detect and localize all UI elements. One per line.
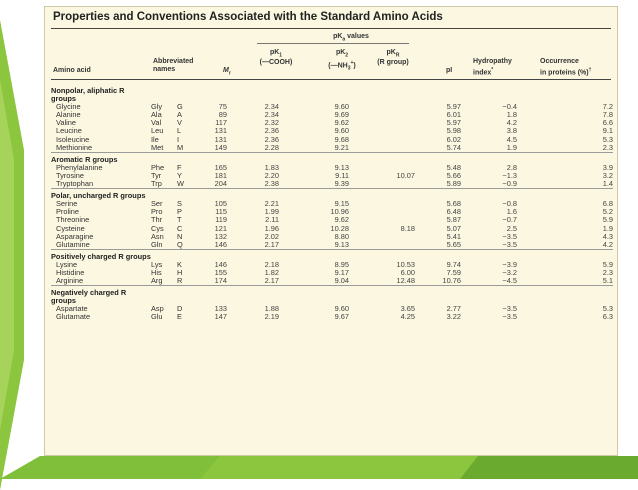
cell-abbr1: H [177,267,183,277]
cell-hydro: −0.4 [502,102,517,112]
cell-mr: 155 [214,267,227,277]
table-title: Properties and Conventions Associated with the Standard Amino Acids [53,11,443,23]
table-row [51,225,613,233]
cell-pk2: 9.15 [334,199,349,209]
cell-hydro: 3.8 [506,126,517,136]
cell-name: Valine [56,118,76,128]
cell-abbr3: Pro [151,207,163,217]
cell-pi: 5.97 [446,118,461,128]
cell-hydro: −3.5 [502,231,517,241]
cell-pi: 2.77 [446,304,461,314]
cell-mr: 174 [214,276,227,286]
table-row [51,119,613,127]
cell-abbr1: K [177,259,182,269]
cell-pk1: 2.34 [264,102,279,112]
cell-pk1: 2.36 [264,126,279,136]
cell-abbr3: Asn [151,231,164,241]
group-name: Positively charged R groups [51,251,151,261]
cell-hydro: −0.7 [502,215,517,225]
cell-name: Serine [56,199,78,209]
cell-pk1: 2.19 [264,312,279,322]
cell-pk2: 9.17 [334,267,349,277]
group-name: Aromatic R groups [51,154,118,164]
group-header-row [51,155,613,164]
cell-abbr3: Asp [151,304,164,314]
cell-hydro: 2.8 [506,162,517,172]
cell-pi: 5.68 [446,199,461,209]
cell-pi: 5.74 [446,142,461,152]
cell-pk2: 9.04 [334,276,349,286]
cell-hydro: 1.6 [506,207,517,217]
cell-pk2: 9.69 [334,110,349,120]
cell-mr: 147 [214,312,227,322]
cell-pkr: 10.07 [396,170,415,180]
cell-mr: 146 [214,259,227,269]
cell-abbr3: Phe [151,162,165,172]
cell-abbr1: C [177,223,183,233]
col-abbrev: Abbreviated names [153,58,194,73]
cell-occ: 5.9 [602,259,613,269]
cell-pi: 5.48 [446,162,461,172]
cell-pkr: 10.53 [396,259,415,269]
group-header-row [51,86,613,103]
cell-pk1: 2.38 [264,179,279,189]
cell-mr: 132 [214,231,227,241]
cell-abbr3: Ala [151,110,162,120]
cell-occ: 6.8 [602,199,613,209]
cell-pkr [349,127,415,135]
cell-pkr [349,208,415,216]
cell-pi: 5.89 [446,179,461,189]
cell-abbr1: M [177,142,184,152]
cell-pk1: 2.17 [264,276,279,286]
cell-abbr3: Thr [151,215,163,225]
cell-occ: 2.3 [602,142,613,152]
cell-mr: 181 [214,170,227,180]
cell-occ: 1.4 [602,179,613,189]
cell-mr: 75 [218,102,227,112]
cell-abbr3: Cys [151,223,164,233]
col-pkr: $pK_R$ (R group) [377,49,409,67]
cell-name: Tyrosine [56,170,84,180]
table-row [51,136,613,144]
cell-abbr1: T [177,215,182,225]
cell-pk1: 2.28 [264,142,279,152]
cell-abbr3: Lys [151,259,163,269]
cell-abbr1: L [177,126,182,136]
cell-pk2: 9.62 [334,118,349,128]
col-mr: $M_r$ [223,67,231,77]
cell-hydro: 1.9 [506,142,517,152]
cell-occ: 3.2 [602,170,613,180]
cell-pkr: 12.48 [396,276,415,286]
cell-mr: 133 [214,304,227,314]
cell-hydro: −0.9 [502,179,517,189]
cell-abbr3: Gly [151,102,163,112]
cell-pk2: 9.11 [335,170,349,180]
cell-mr: 146 [214,239,227,249]
cell-pk1: 1.96 [264,223,279,233]
table-row [51,305,613,313]
cell-abbr1: D [177,304,183,314]
cell-pi: 7.59 [446,267,461,277]
col-pi: pI [446,67,453,74]
cell-abbr1: Y [177,170,182,180]
cell-mr: 117 [215,118,227,128]
col-pk2: $pK_2$ $(—NH_3^+)$ [328,49,356,73]
cell-abbr3: Arg [151,276,163,286]
cell-name: Alanine [56,110,81,120]
cell-pk1: 2.02 [264,231,279,241]
cell-hydro: −3.2 [502,267,517,277]
cell-occ: 6.3 [602,312,613,322]
cell-pk1: 1.99 [264,207,279,217]
cell-pkr [349,144,415,153]
cell-abbr3: Tyr [151,170,162,180]
cell-name: Glutamate [56,312,91,322]
cell-pi: 5.41 [446,231,461,241]
cell-abbr3: Ile [151,134,159,144]
cell-pk2: 9.67 [334,312,349,322]
cell-pk2: 9.68 [334,134,349,144]
cell-pk1: 1.82 [264,267,279,277]
cell-pi: 6.01 [446,110,461,120]
group-name: Nonpolar, aliphatic R groups [51,86,125,104]
cell-abbr3: His [151,267,162,277]
pka-span-rule [257,43,409,44]
cell-abbr1: E [177,312,182,322]
cell-hydro: −0.8 [502,199,517,209]
cell-pi: 10.76 [442,276,461,286]
cell-pk1: 2.17 [264,239,279,249]
cell-pi: 6.02 [446,134,461,144]
cell-pkr [349,233,415,241]
cell-abbr1: I [177,134,180,144]
cell-pk1: 2.18 [264,259,279,269]
cell-abbr3: Glu [151,312,163,322]
cell-name: Isoleucine [56,134,90,144]
cell-name: Proline [56,207,80,217]
table-row [51,208,613,216]
cell-pk2: 10.28 [330,223,349,233]
table-row [51,180,613,189]
cell-abbr1: A [177,110,182,120]
cell-pk1: 2.21 [264,199,279,209]
cell-pi: 5.66 [446,170,461,180]
cell-pk2: 10.96 [330,207,349,217]
cell-pi: 5.98 [446,126,461,136]
cell-occ: 1.9 [602,223,613,233]
cell-pk2: 9.60 [334,126,349,136]
cell-abbr3: Ser [151,199,163,209]
cell-occ: 7.8 [602,110,613,120]
cell-pk1: 2.11 [265,215,279,225]
col-hydropathy: Hydropathy index* [473,58,512,77]
cell-name: Methionine [56,142,93,152]
cell-mr: 105 [214,199,227,209]
cell-abbr1: S [177,199,182,209]
cell-pk2: 9.13 [334,239,349,249]
cell-abbr3: Val [151,118,162,128]
cell-mr: 131 [214,134,227,144]
table-row [51,241,613,250]
cell-occ: 4.3 [602,231,613,241]
slide-accent-bottom [0,456,638,479]
cell-abbr1: P [177,207,182,217]
col-amino-acid: Amino acid [53,67,91,74]
cell-hydro: −3.5 [502,312,517,322]
cell-pkr [349,200,415,208]
cell-mr: 204 [214,179,227,189]
cell-mr: 121 [214,223,227,233]
cell-hydro: −4.5 [502,276,517,286]
cell-pkr [349,111,415,119]
cell-pk1: 2.32 [264,118,279,128]
cell-abbr1: N [177,231,183,241]
cell-pkr [349,136,415,144]
cell-name: Threonine [56,215,90,225]
cell-pkr: 6.00 [400,267,415,277]
cell-pi: 9.74 [446,259,461,269]
cell-mr: 149 [214,142,227,152]
cell-occ: 5.1 [602,276,613,286]
cell-name: Tryptophan [56,179,94,189]
cell-pk1: 1.83 [264,162,279,172]
cell-pkr [349,103,415,111]
group-header-row [51,191,613,200]
amino-acid-table [51,86,613,322]
cell-abbr1: V [177,118,182,128]
table-row [51,172,613,180]
cell-hydro: −3.9 [502,259,517,269]
table-row [51,144,613,153]
cell-abbr1: G [177,102,183,112]
cell-pk1: 2.36 [264,134,279,144]
cell-name: Phenylalanine [56,162,103,172]
cell-occ: 5.3 [602,134,613,144]
table-row [51,233,613,241]
cell-pk2: 9.39 [334,179,349,189]
cell-abbr3: Gln [151,239,163,249]
cell-pi: 3.22 [446,312,461,322]
cell-pi: 5.07 [446,223,461,233]
group-name: Polar, uncharged R groups [51,191,146,201]
cell-abbr3: Trp [151,179,162,189]
cell-pkr: 8.18 [400,223,415,233]
cell-name: Arginine [56,276,84,286]
slide-accent-left [0,20,26,490]
cell-pkr [349,180,415,189]
cell-abbr1: Q [177,239,183,249]
cell-occ: 5.9 [602,215,613,225]
table-row [51,277,613,286]
cell-pk2: 9.60 [334,304,349,314]
cell-hydro: −3.5 [502,304,517,314]
group-header-row [51,288,613,305]
cell-name: Glutamine [56,239,90,249]
cell-mr: 115 [215,207,227,217]
cell-hydro: −1.3 [502,170,517,180]
table-row [51,269,613,277]
cell-pkr: 3.65 [400,304,415,314]
table-row [51,261,613,269]
cell-abbr3: Leu [151,126,164,136]
table-row [51,164,613,172]
table-row [51,111,613,119]
cell-hydro: 2.5 [506,223,517,233]
cell-hydro: 4.2 [506,118,517,128]
cell-mr: 89 [218,110,227,120]
cell-pkr [349,119,415,127]
cell-hydro: −3.5 [502,239,517,249]
cell-pi: 5.97 [446,102,461,112]
cell-mr: 119 [215,215,227,225]
cell-pk2: 8.95 [334,259,349,269]
cell-pi: 5.65 [446,239,461,249]
cell-name: Glycine [56,102,81,112]
cell-pi: 6.48 [446,207,461,217]
cell-pk1: 2.20 [264,170,279,180]
cell-name: Aspartate [56,304,88,314]
table-row [51,127,613,135]
table-row [51,103,613,111]
cell-occ: 2.3 [602,267,613,277]
pka-values-header: $pK_a$ values [333,33,369,43]
group-header-row [51,252,613,261]
cell-name: Histidine [56,267,85,277]
cell-occ: 4.2 [602,239,613,249]
col-occurrence: Occurrence in proteins (%)† [540,58,592,77]
cell-occ: 9.1 [602,126,613,136]
group-name: Negatively charged R groups [51,288,127,306]
cell-pkr: 4.25 [400,312,415,322]
cell-pk1: 1.88 [264,304,279,314]
header-rule-bottom [51,79,611,80]
cell-name: Lysine [56,259,78,269]
cell-occ: 6.6 [602,118,613,128]
cell-pi: 5.87 [446,215,461,225]
cell-abbr3: Met [151,142,164,152]
cell-occ: 5.2 [602,207,613,217]
cell-occ: 7.2 [602,102,613,112]
cell-hydro: 4.5 [506,134,517,144]
col-pk1: $pK_1$ (—COOH) [259,49,293,67]
cell-abbr1: F [177,162,182,172]
cell-pk2: 9.60 [334,102,349,112]
cell-mr: 165 [214,162,227,172]
cell-pk2: 9.62 [334,215,349,225]
amino-acid-table-page [44,6,618,456]
cell-name: Asparagine [56,231,94,241]
cell-abbr1: W [177,179,184,189]
cell-mr: 131 [214,126,227,136]
cell-name: Cysteine [56,223,85,233]
cell-occ: 3.9 [602,162,613,172]
cell-occ: 5.3 [602,304,613,314]
cell-pk1: 2.34 [264,110,279,120]
cell-pkr [349,241,415,250]
header-rule-top [51,28,611,29]
cell-pk2: 9.21 [334,142,349,152]
table-row [51,313,613,321]
cell-pk2: 9.13 [334,162,349,172]
cell-pk2: 8.80 [334,231,349,241]
cell-name: Leucine [56,126,82,136]
cell-hydro: 1.8 [506,110,517,120]
cell-abbr1: R [177,276,183,286]
